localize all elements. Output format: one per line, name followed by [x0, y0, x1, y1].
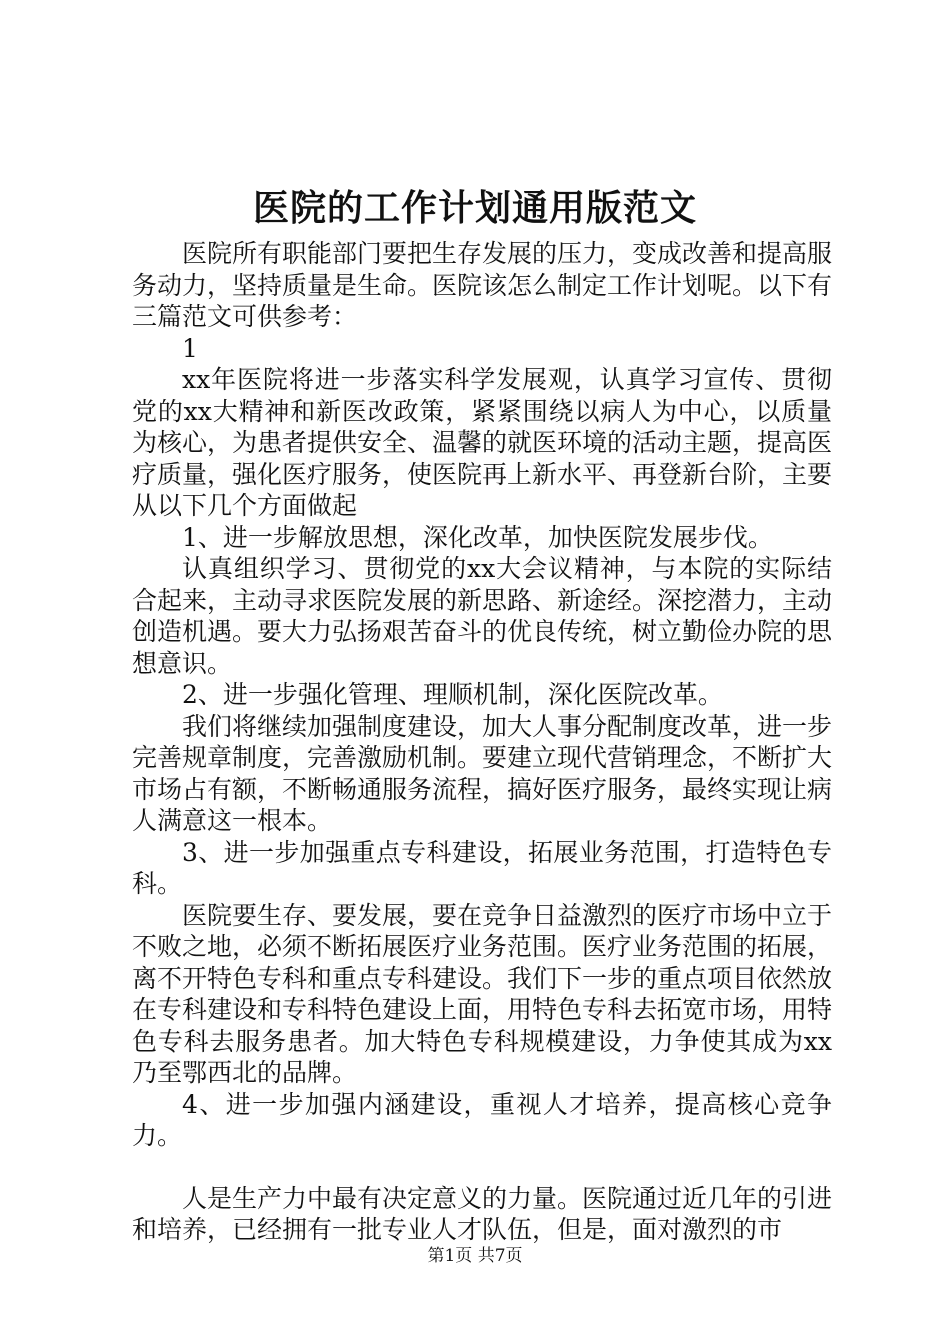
heading-item-3: 3、进一步加强重点专科建设，拓展业务范围，打造特色专科。: [132, 837, 832, 898]
heading-item-2: 2、进一步强化管理、理顺机制，深化医院改革。: [182, 680, 723, 709]
paragraph-item-2: 我们将继续加强制度建设，加大人事分配制度改革，进一步完善规章制度，完善激励机制。要建立现代营销理念，不断扩大市场占有额，不断畅通服务流程，搞好医疗服务，最终实现让病人满意这一根本。: [132, 711, 833, 835]
document-title: 医院的工作计划通用版范文: [252, 187, 697, 229]
paragraph-overview: xx年医院将进一步落实科学发展观，认真学习宣传、贯彻党的xx大精神和新医改政策，紧紧围绕以病人为中心，以质量为核心，为患者提供安全、温馨的就医环境的活动主题，提高医疗质量，强化医疗服务，使医院再上新水平、再登新台阶，主要从以下几个方面做起: [132, 365, 833, 520]
paragraph-item-3: 医院要生存、要发展，要在竞争日益激烈的医疗市场中立于不败之地，必须不断拓展医疗业务范围。医疗业务范围的拓展，离不开特色专科和重点专科建设。我们下一步的重点项目依然放在专科建设和专科特色建设上面，用特色专科去拓宽市场，用特色专科去服务患者。加大特色专科规模建设，力争使其成为xx乃至鄂西北的品牌。: [132, 900, 833, 1087]
document-body: [132, 238, 832, 1246]
paragraph-section-number: 1: [182, 333, 198, 363]
heading-item-1: 1、进一步解放思想，深化改革，加快医院发展步伐。: [182, 522, 773, 552]
heading-item-4: 4、进一步加强内涵建设，重视人才培养，提高核心竞争力。: [132, 1089, 832, 1150]
paragraph-item-4: 人是生产力中最有决定意义的力量。医院通过近几年的引进和培养，已经拥有一批专业人才队伍，但是，面对激烈的市: [132, 1183, 833, 1244]
paragraph-intro: 医院所有职能部门要把生存发展的压力，变成改善和提高服务动力，坚持质量是生命。医院该怎么制定工作计划呢。以下有三篇范文可供参考：: [132, 239, 833, 331]
page-footer: 第1页 共7页: [427, 1246, 523, 1266]
paragraph-item-1: 认真组织学习、贯彻党的xx大会议精神，与本院的实际结合起来，主动寻求医院发展的新思路、新途经。深挖潜力，主动创造机遇。要大力弘扬艰苦奋斗的优良传统，树立勤俭办院的思想意识。: [132, 554, 833, 678]
